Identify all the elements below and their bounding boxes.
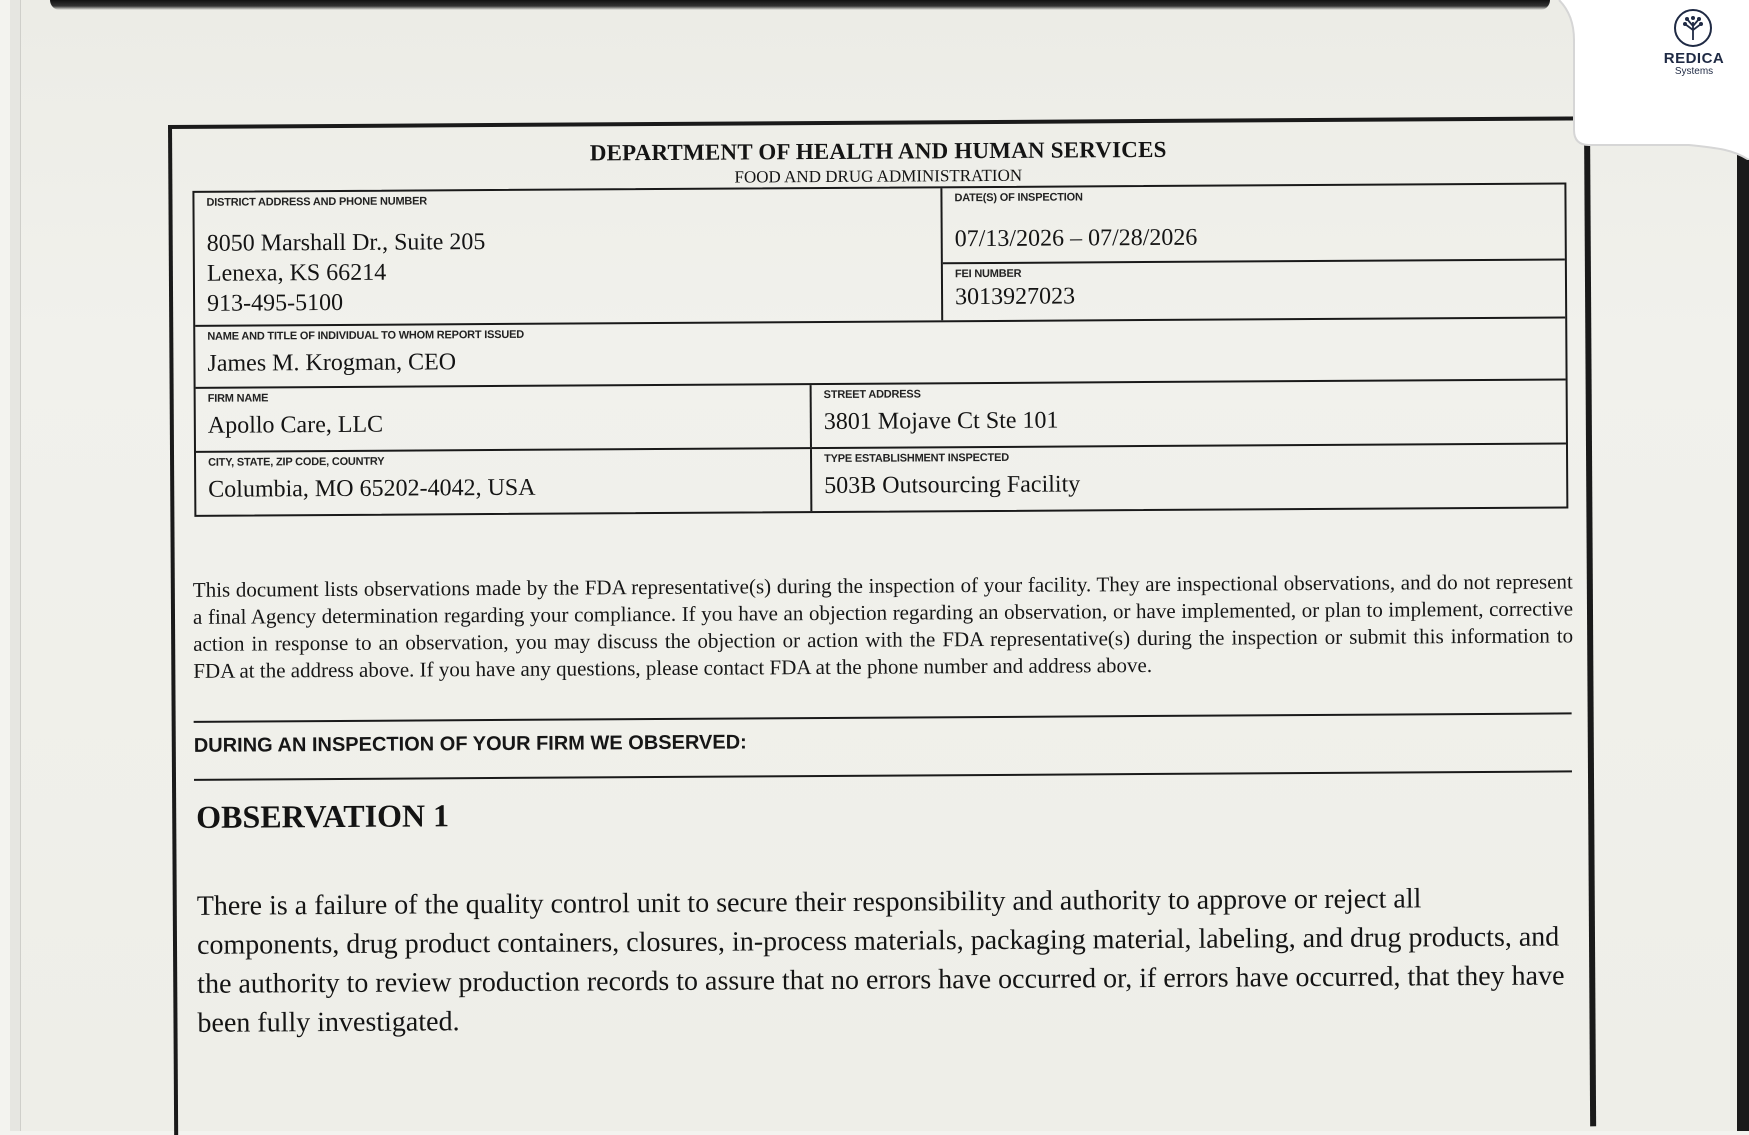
observation-text: There is a failure of the quality control unit to secure their responsibility and authority to approve or reject all components, drug product containers, closures, in-process materials, packaging material, labeling, and drug products, and the authority to review production records to assure that no errors have occurred or, if errors have occurred, that they have been fully investigated. bbox=[196, 883, 1565, 1039]
firm-label: FIRM NAME bbox=[207, 392, 269, 405]
street-cell bbox=[810, 380, 1566, 447]
scan-top-shadow bbox=[50, 0, 1550, 10]
district-line2: Lenexa, KS 66214 bbox=[206, 259, 387, 287]
page-curl-shape bbox=[1549, 0, 1749, 160]
district-cell bbox=[194, 188, 941, 325]
redica-logo-name: REDICA bbox=[1663, 50, 1725, 67]
department-title: DEPARTMENT OF HEALTH AND HUMAN SERVICES bbox=[589, 136, 1167, 166]
fei-label: FEI NUMBER bbox=[954, 267, 1022, 281]
street-value: 3801 Mojave Ct Ste 101 bbox=[823, 407, 1059, 435]
redica-tree-icon bbox=[1671, 8, 1715, 48]
district-label: DISTRICT ADDRESS AND PHONE NUMBER bbox=[206, 195, 428, 209]
city-label: CITY, STATE, ZIP CODE, COUNTRY bbox=[208, 455, 385, 469]
redica-logo-corner bbox=[1549, 0, 1749, 160]
establishment-cell bbox=[810, 444, 1566, 511]
form-grid bbox=[192, 182, 1568, 516]
district-phone: 913-495-5100 bbox=[207, 289, 344, 317]
row-city bbox=[196, 444, 1566, 514]
scan-right-edge bbox=[1737, 150, 1749, 1131]
document-page bbox=[10, 0, 1749, 1131]
city-value: Columbia, MO 65202-4042, USA bbox=[208, 474, 536, 503]
rule-bottom bbox=[194, 770, 1572, 780]
firm-cell bbox=[196, 385, 810, 451]
row-recipient bbox=[195, 318, 1565, 388]
row-district bbox=[194, 184, 1565, 326]
redica-logo-sub: Systems bbox=[1674, 66, 1714, 77]
recipient-label: NAME AND TITLE OF INDIVIDUAL TO WHOM REPORT ISSUED bbox=[207, 328, 525, 343]
intro-paragraph: This document lists observations made by the FDA representative(s) during the inspection of your facility. They are inspectional observations, and do not represent a final Agency determination regarding your compliance. If you have an objection regarding an observation, or have implemented, or plan to implement, corrective action in response to an observation, you may discuss the objection or action with the FDA representative(s) during the inspection or submit this information to FDA at the address above. If you have any questions, please contact FDA at the phone number and address above. bbox=[192, 569, 1574, 683]
scan-left-edge bbox=[10, 0, 21, 1131]
fei-value: 3013927023 bbox=[954, 283, 1076, 311]
establishment-value: 503B Outsourcing Facility bbox=[824, 471, 1081, 499]
recipient-value: James M. Krogman, CEO bbox=[207, 349, 457, 377]
recipient-cell bbox=[195, 318, 1565, 386]
row-firm bbox=[196, 380, 1566, 452]
establishment-label: TYPE ESTABLISHMENT INSPECTED bbox=[824, 451, 1009, 465]
dates-fei-cell bbox=[940, 184, 1565, 320]
dates-label: DATE(S) OF INSPECTION bbox=[954, 191, 1083, 205]
firm-value: Apollo Care, LLC bbox=[207, 411, 384, 439]
rule-top bbox=[194, 712, 1572, 722]
dates-value: 07/13/2026 – 07/28/2026 bbox=[954, 224, 1198, 253]
dates-cell bbox=[942, 184, 1564, 264]
observation-title: OBSERVATION 1 bbox=[196, 797, 450, 835]
fei-cell bbox=[943, 260, 1565, 320]
district-line1: 8050 Marshall Dr., Suite 205 bbox=[206, 229, 486, 257]
street-label: STREET ADDRESS bbox=[823, 388, 921, 401]
fda-483-form bbox=[168, 116, 1596, 1135]
during-heading: DURING AN INSPECTION OF YOUR FIRM WE OBSERVED: bbox=[193, 731, 747, 757]
agency-title: FOOD AND DRUG ADMINISTRATION bbox=[734, 165, 1023, 187]
city-cell bbox=[196, 449, 810, 515]
